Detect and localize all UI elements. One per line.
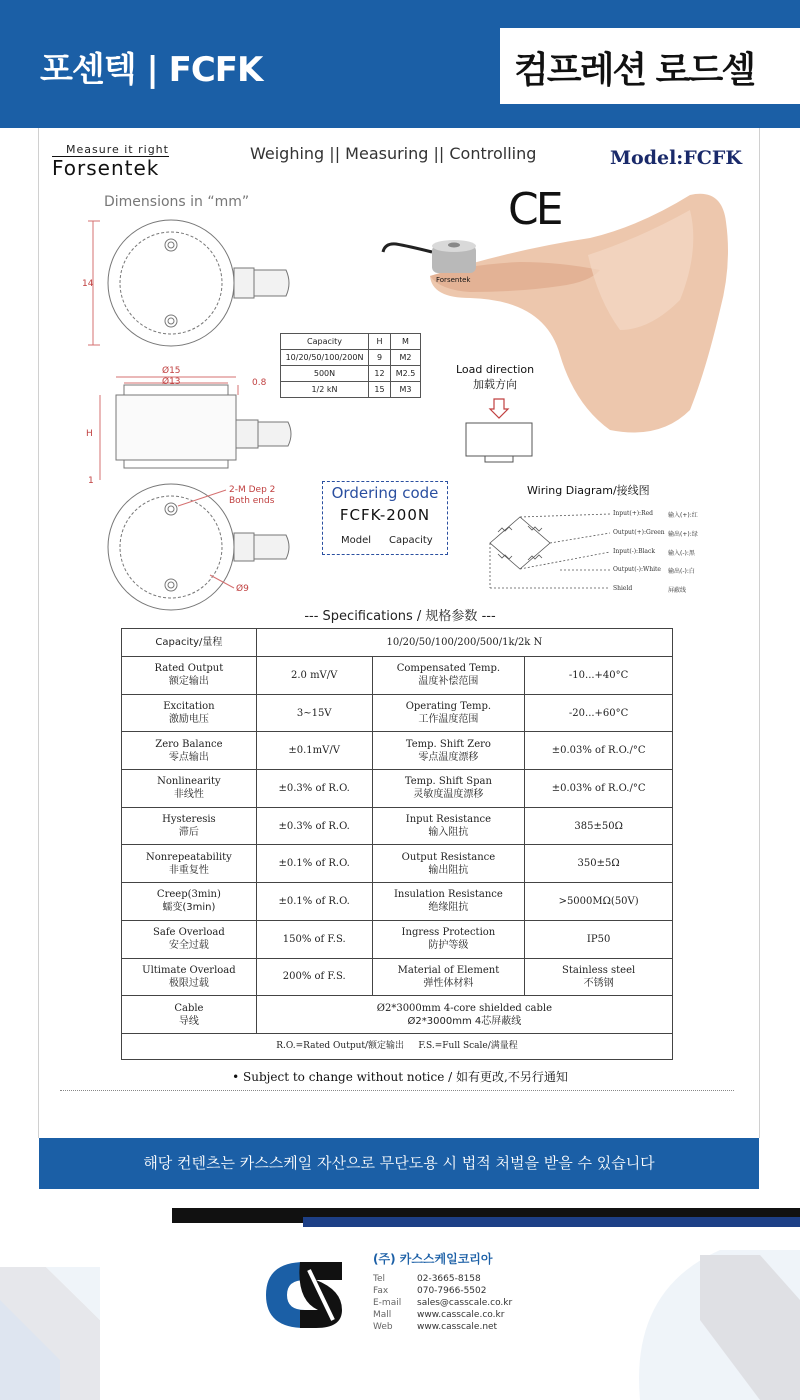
model-label: Model:FCFK <box>610 147 742 169</box>
corner-emblem-right <box>639 1250 800 1400</box>
spec-label-en: Ultimate Overload <box>142 964 236 976</box>
spec-value: 200% of F.S. <box>256 958 372 996</box>
contact-row <box>373 1297 512 1309</box>
ordering-code: FCFK-200N <box>339 506 431 524</box>
spec-label-en: Material of Element <box>397 964 500 976</box>
spec-label-cn: 蠕变(3min) <box>162 902 216 914</box>
spec-value: IP50 <box>525 920 673 958</box>
wire-label-cn: 输入(+):红 <box>668 512 698 519</box>
dim-d9: Ø9 <box>236 584 249 594</box>
spec-label-cn: 非线性 <box>173 789 204 801</box>
contact-row <box>373 1309 512 1321</box>
change-notice: • Subject to change without notice / 如有更改,不另行通知 <box>232 1070 568 1084</box>
spec-label-en: Nonrepeatability <box>145 851 232 863</box>
spec-label-en: Creep(3min) <box>156 889 221 901</box>
spec-label-text: Capacity/量程 <box>155 637 223 648</box>
copyright-banner: 해당 컨텐츠는 카스스케일 자산으로 무단도용 시 법적 처벌을 받을 수 있습니다 <box>39 1138 759 1189</box>
spec-label-en: Excitation <box>163 701 215 713</box>
spec-label-cn: 输入阻抗 <box>428 827 469 839</box>
contact-value: www.casscale.co.kr <box>417 1310 505 1320</box>
load-cell-label: Forsentek <box>436 276 471 284</box>
wire-label-en: Output(+):Green <box>613 529 665 536</box>
contact-key: E-mail <box>373 1298 402 1308</box>
spec-footnote: R.O.=Rated Output/额定输出 F.S.=Full Scale/满量程 <box>122 1033 673 1059</box>
spec-label-cn: 绝缘阻抗 <box>428 902 469 914</box>
spec-value-en: Stainless steel <box>562 964 636 976</box>
spec-label-cn: 导线 <box>178 1015 199 1027</box>
spec-label-en: Hysteresis <box>162 814 216 826</box>
wire-label-en: Input(+):Red <box>613 510 653 517</box>
ce-mark: CE <box>508 184 561 235</box>
cap-header-m: M <box>391 334 421 350</box>
wire-label-en: Output(-):White <box>613 566 661 573</box>
cap-cell: M2.5 <box>391 366 421 382</box>
contact-value: www.casscale.net <box>417 1322 498 1332</box>
spec-value: 2.0 mV/V <box>256 657 372 695</box>
spec-value: ±0.1% of R.O. <box>256 883 372 921</box>
brand-title: 포센텍 | FCFK <box>40 50 263 90</box>
cap-header-capacity: Capacity <box>281 334 369 350</box>
spec-label-cn: 激励电压 <box>168 714 209 726</box>
load-direction-en: Load direction <box>456 363 535 376</box>
spec-label-en: Operating Temp. <box>405 701 492 713</box>
cap-cell: M2 <box>391 350 421 366</box>
spec-value-cn: 不锈钢 <box>583 977 614 989</box>
cap-cell: 500N <box>281 366 369 382</box>
dim-d13: Ø13 <box>162 377 181 387</box>
spec-label-en: Compensated Temp. <box>396 663 501 675</box>
spec-label-en: Temp. Shift Span <box>404 776 492 788</box>
thread-note-2: Both ends <box>229 496 275 506</box>
ordering-title: Ordering code <box>331 484 439 502</box>
spec-label-cn: 弹性体材料 <box>423 977 474 989</box>
spec-value: 150% of F.S. <box>256 920 372 958</box>
spec-label-en: Cable <box>174 1002 204 1014</box>
product-title: 컴프레션 로드셀 <box>514 50 754 91</box>
contact-value: sales@casscale.co.kr <box>417 1298 513 1308</box>
logo-tagline: Measure it right <box>66 143 169 156</box>
wire-label-en: Input(-):Black <box>613 548 655 555</box>
spec-value: -20...+60°C <box>525 694 673 732</box>
ordering-capacity-label: Capacity <box>389 535 433 546</box>
contact-row <box>373 1273 512 1285</box>
spec-value: ±0.1% of R.O. <box>256 845 372 883</box>
spec-label-cn: 工作温度范围 <box>418 714 479 726</box>
spec-value: >5000MΩ(50V) <box>525 883 673 921</box>
contact-key: Fax <box>373 1286 389 1296</box>
cable-value-cn: Ø2*3000mm 4芯屏蔽线 <box>407 1015 522 1027</box>
spec-label-cn: 输出阻抗 <box>428 864 469 876</box>
spec-label-en: Zero Balance <box>155 738 223 750</box>
wire-label-cn: 输出(+):绿 <box>668 531 698 538</box>
spec-label-en: Temp. Shift Zero <box>405 738 491 750</box>
contact-key: Mall <box>373 1310 392 1320</box>
spec-label-en: Nonlinearity <box>157 776 221 788</box>
dim-14: 14 <box>82 279 94 289</box>
spec-label-cn: 温度补偿范围 <box>418 676 479 688</box>
spec-label-cn: 极限过载 <box>168 977 209 989</box>
spec-label-en: Insulation Resistance <box>393 889 503 901</box>
spec-label-cn: 非重复性 <box>168 864 209 876</box>
dim-1: 1 <box>88 476 94 486</box>
spec-value: 350±5Ω <box>525 845 673 883</box>
spec-label-cn: 防护等级 <box>428 940 469 952</box>
cap-cell: 9 <box>369 350 391 366</box>
contact-key: Web <box>373 1322 393 1332</box>
dim-08: 0.8 <box>252 378 267 388</box>
contact-value: 070-7966-5502 <box>417 1286 487 1296</box>
spec-heading: --- Specifications / 规格参数 --- <box>304 609 496 624</box>
spec-value: 10/20/50/100/200/500/1k/2k N <box>256 629 672 657</box>
spec-label-cn: 滞后 <box>178 827 199 839</box>
dimensions-label: Dimensions in “mm” <box>104 194 250 210</box>
dim-h: H <box>86 429 93 439</box>
spec-value: ±0.03% of R.O./°C <box>525 732 673 770</box>
dim-d15: Ø15 <box>162 366 181 376</box>
wire-label-en: Shield <box>613 585 633 592</box>
spec-value: 385±50Ω <box>525 807 673 845</box>
spec-value: -10...+40°C <box>525 657 673 695</box>
ordering-model-label: Model <box>341 535 372 546</box>
cas-logo-icon <box>266 1262 342 1328</box>
load-direction-cn: 加载方向 <box>473 378 518 391</box>
spec-value: ±0.1mV/V <box>256 732 372 770</box>
cap-cell: 10/20/50/100/200N <box>281 350 369 366</box>
company-name: (주) 카스스케일코리아 <box>373 1252 493 1266</box>
spec-label-en: Rated Output <box>154 663 224 675</box>
spec-label-cn: 灵敏度温度漂移 <box>413 789 484 801</box>
contact-value: 02-3665-8158 <box>417 1274 481 1284</box>
spec-value: 3~15V <box>256 694 372 732</box>
cap-header-h: H <box>369 334 391 350</box>
spec-label-cn: 额定输出 <box>168 676 209 688</box>
wire-label-cn: 输出(-):白 <box>668 568 695 575</box>
company-info <box>373 1250 512 1333</box>
slogan: Weighing || Measuring || Controlling <box>250 144 537 163</box>
cap-cell: 15 <box>369 382 391 398</box>
spec-value: ±0.3% of R.O. <box>256 807 372 845</box>
cap-cell: 1/2 kN <box>281 382 369 398</box>
spec-label-cn: 零点输出 <box>168 751 209 763</box>
spec-label-cn: 安全过载 <box>168 940 209 952</box>
wiring-title: Wiring Diagram/接线图 <box>527 484 650 497</box>
spec-label-en: Input Resistance <box>405 814 492 826</box>
spec-value: ±0.3% of R.O. <box>256 770 372 808</box>
contact-row <box>373 1285 512 1297</box>
spec-label-en: Safe Overload <box>153 927 225 939</box>
contact-row <box>373 1321 512 1333</box>
spec-value: ±0.03% of R.O./°C <box>525 770 673 808</box>
wire-label-cn: 屏蔽线 <box>668 587 687 594</box>
spec-label-en: Output Resistance <box>401 851 496 863</box>
corner-emblem-left <box>0 1267 100 1400</box>
spec-label-en: Ingress Protection <box>401 927 496 939</box>
wire-label-cn: 输入(-):黑 <box>668 550 695 557</box>
cap-cell: M3 <box>391 382 421 398</box>
logo-name: Forsentek <box>52 156 169 179</box>
spec-label-cn: 零点温度漂移 <box>418 751 479 763</box>
cap-cell: 12 <box>369 366 391 382</box>
cable-value-en: Ø2*3000mm 4-core shielded cable <box>376 1002 553 1014</box>
contact-key: Tel <box>373 1274 386 1284</box>
thread-note-1: 2-M Dep 2 <box>229 485 276 495</box>
